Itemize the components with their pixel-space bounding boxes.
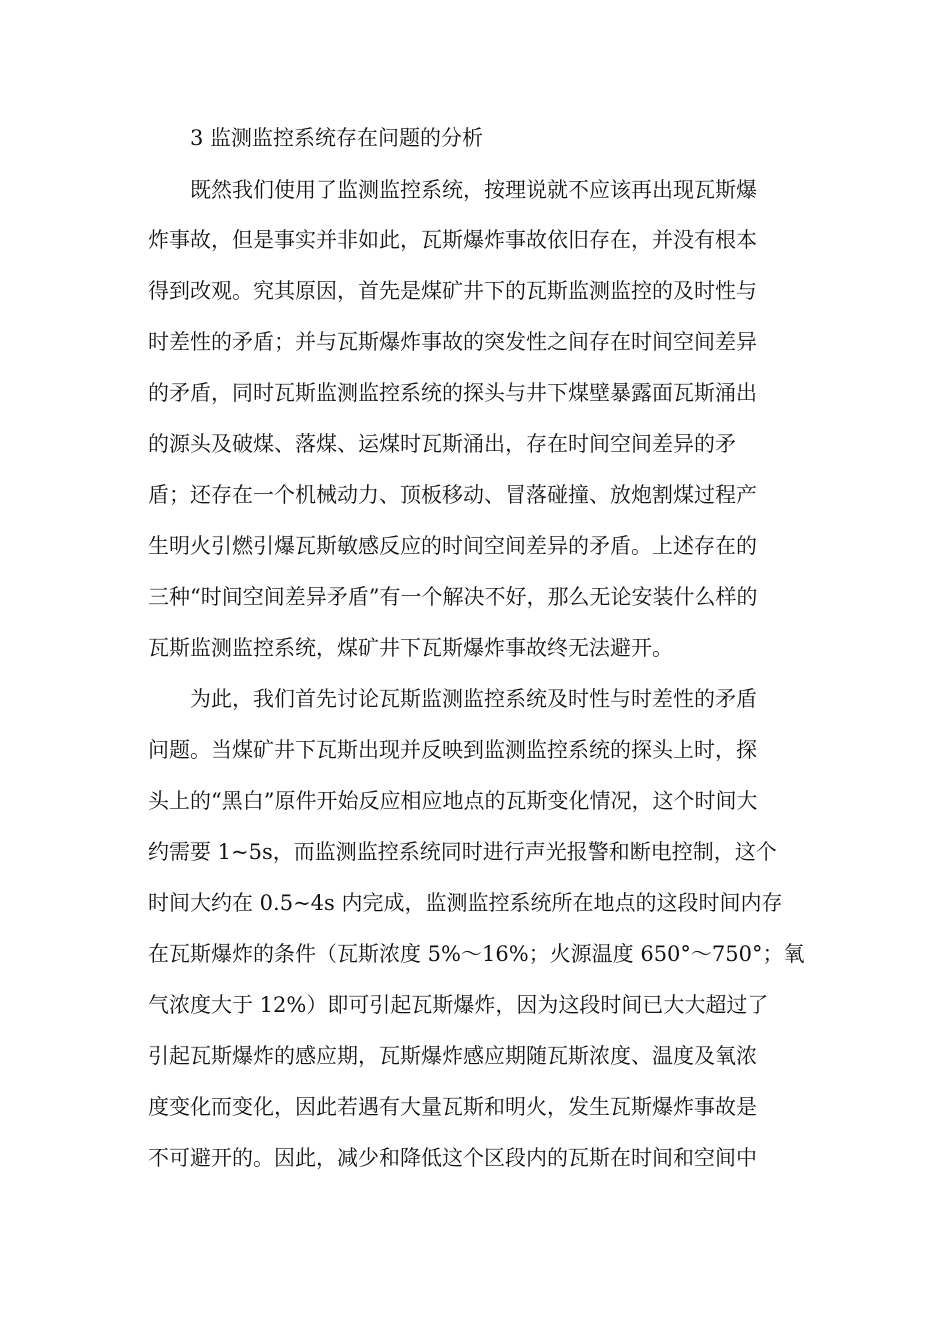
paragraph-line: 头上的“黑白”原件开始反应相应地点的瓦斯变化情况，这个时间大	[148, 789, 758, 813]
paragraph-line: 盾；还存在一个机械动力、顶板移动、冒落碰撞、放炮割煤过程产	[148, 483, 757, 507]
paragraph-line: 为此，我们首先讨论瓦斯监测监控系统及时性与时差性的矛盾	[190, 687, 757, 711]
section-heading: 3 监测监控系统存在问题的分析	[190, 126, 484, 150]
paragraph-line: 的源头及破煤、落煤、运煤时瓦斯涌出，存在时间空间差异的矛	[148, 432, 736, 456]
paragraph-line: 在瓦斯爆炸的条件（瓦斯浓度 5%～16%；火源温度 650°～750°；氧	[148, 942, 805, 966]
paragraph-line: 约需要 1~5s，而监测监控系统同时进行声光报警和断电控制，这个	[148, 840, 777, 864]
paragraph-line: 气浓度大于 12%）即可引起瓦斯爆炸，因为这段时间已大大超过了	[148, 993, 769, 1017]
paragraph-line: 的矛盾，同时瓦斯监测监控系统的探头与井下煤壁暴露面瓦斯涌出	[148, 381, 757, 405]
paragraph-line: 得到改观。究其原因，首先是煤矿井下的瓦斯监测监控的及时性与	[148, 279, 757, 303]
paragraph-line: 度变化而变化，因此若遇有大量瓦斯和明火，发生瓦斯爆炸事故是	[148, 1095, 757, 1119]
paragraph-line: 三种“时间空间差异矛盾”有一个解决不好，那么无论安装什么样的	[148, 585, 758, 609]
paragraph-line: 炸事故，但是事实并非如此，瓦斯爆炸事故依旧存在，并没有根本	[148, 228, 757, 252]
paragraph-line: 引起瓦斯爆炸的感应期，瓦斯爆炸感应期随瓦斯浓度、温度及氧浓	[148, 1044, 757, 1068]
paragraph-line: 时间大约在 0.5~4s 内完成，监测监控系统所在地点的这段时间内存	[148, 891, 783, 915]
paragraph-line: 既然我们使用了监测监控系统，按理说就不应该再出现瓦斯爆	[190, 178, 757, 202]
paragraph-line: 问题。当煤矿井下瓦斯出现并反映到监测监控系统的探头上时，探	[148, 738, 757, 762]
paragraph-line: 瓦斯监测监控系统，煤矿井下瓦斯爆炸事故终无法避开。	[148, 636, 673, 660]
paragraph-line: 时差性的矛盾；并与瓦斯爆炸事故的突发性之间存在时间空间差异	[148, 330, 757, 354]
paragraph-line: 不可避开的。因此，减少和降低这个区段内的瓦斯在时间和空间中	[148, 1146, 757, 1170]
paragraph-line: 生明火引燃引爆瓦斯敏感反应的时间空间差异的矛盾。上述存在的	[148, 534, 757, 558]
